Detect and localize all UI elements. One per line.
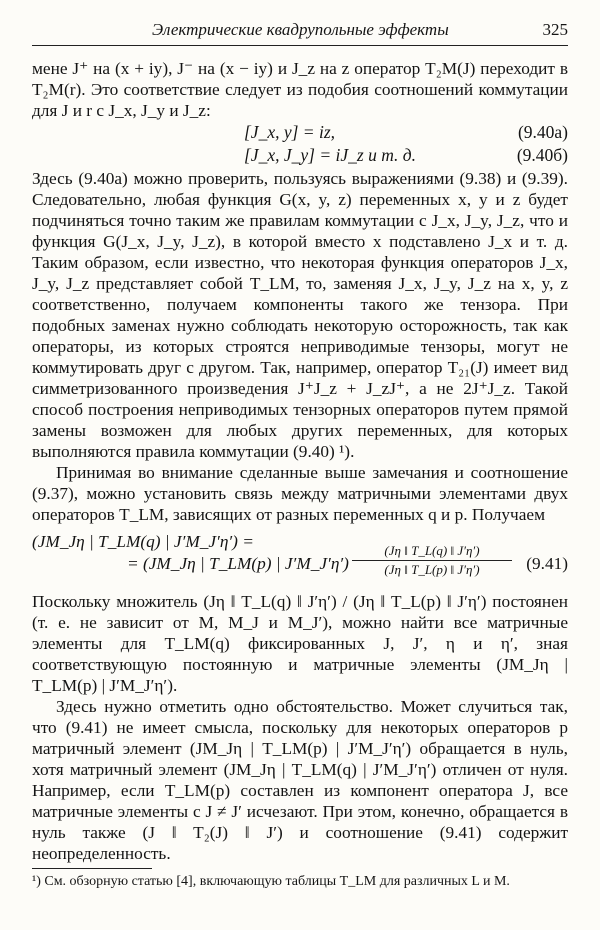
equation-9-41-tag: (9.41) (526, 554, 568, 573)
paragraph-1: мене J⁺ на (x + iy), J⁻ на (x − iy) и J_z на z оператор T₂M(J) переходит в T₂M(r). Это соответствие следует из подобия соотношений коммутации для J и r с J_x, J_y и J_z: (32, 59, 568, 120)
paragraph-2: Здесь (9.40а) можно проверить, пользуясь выражениями (9.38) и (9.39). Следовательно, любая функция G(x, y, z) переменных x, y и z будет подчиняться точно таким же правилам коммутации с J_x, J_y, J_z, что и функция G(J_x, J_y, J_z), в которой вместо x подставлено J_x и т. д. Таким образом, если известно, что некоторая функция операторов J_x, J_y, J_z представляет собой T_LM, то, заменяя J_x, J_y, J_z на x, y, z соответственно, получаем компоненты такого же тензора. При подобных заменах нужно соблюдать некоторую осторожность, так как операторы, из которых строятся неприводимые тензоры, могут не коммутировать друг с другом. Так, например, оператор T₂₁(J) имеет вид симметризованного произведения J⁺J_z + J_zJ⁺, а не 2J⁺J_z. Такой способ построения неприводимых тензорных операторов путем прямой замены возможен для любых других переменных, для которых выполняются правила коммутации (9.40) ¹). (32, 169, 568, 461)
paragraph-5: Здесь нужно отметить одно обстоятельство. Может случиться так, что (9.41) не имеет смысла, поскольку для некоторых операторов p матричный элемент (JM_Jη | T_LM(p) | J′M_J′η′) обращается в нуль, хотя матричный элемент (JM_Jη | T_LM(q) | J′M_J′η′) отличен от нуля. Например, если T_LM(p) составлен из компонент оператора J, все матричные элементы с J ≠ J′ исчезают. При этом, конечно, обращается в нуль также (J ‖ T₂(J) ‖ J′) и соотношение (9.41) содержит неопределенность. (32, 697, 568, 863)
footnote: ¹) См. обзорную статью [4], включающую таблицы T_LM для различных L и M. (32, 874, 510, 889)
equation-9-40a-expr: [J_x, y] = iz, (244, 122, 336, 142)
fraction-numerator: (Jη ‖ T_L(q) ‖ J′η′) (384, 543, 480, 558)
header-rule (32, 45, 568, 46)
equation-9-40b-tag: (9.40б) (516, 145, 568, 165)
page-number: 325 (542, 20, 568, 39)
equation-9-40b (32, 145, 568, 167)
equation-9-41-line2: = (JM_Jη | T_LM(p) | J′M_J′η′) (127, 554, 349, 573)
equation-9-40a-tag: (9.40а) (517, 122, 568, 142)
equation-9-41 (32, 531, 568, 587)
equation-9-41-fraction (352, 543, 512, 578)
main-text (32, 58, 568, 864)
fraction-bar (352, 560, 512, 561)
equation-9-41-line1: (JM_Jη | T_LM(q) | J′M_J′η′) = (32, 532, 254, 551)
fraction-denominator: (Jη ‖ T_L(p) ‖ J′η′) (384, 562, 480, 577)
footnote-rule (32, 868, 152, 869)
paragraph-4: Поскольку множитель (Jη ‖ T_L(q) ‖ J′η′) / (Jη ‖ T_L(p) ‖ J′η′) постоянен (т. е. не зависит от M, M_J и M_J′), можно найти все матричные элементы для T_LM(q) фиксированных J, J′, η и η′, зная соответствующую постоянную и матричные элементы (JM_Jη | T_LM(p) | J′M_J′η′). (32, 592, 568, 695)
running-title: Электрические квадрупольные эффекты (152, 20, 449, 39)
paragraph-3: Принимая во внимание сделанные выше замечания и соотношение (9.37), можно установить связь между матричными элементами двух операторов T_LM, зависящих от разных переменных q и p. Получаем (32, 463, 568, 524)
running-header (32, 20, 568, 44)
equation-9-40a (32, 122, 568, 144)
equation-9-40b-expr: [J_x, J_y] = iJ_z и т. д. (244, 145, 417, 165)
